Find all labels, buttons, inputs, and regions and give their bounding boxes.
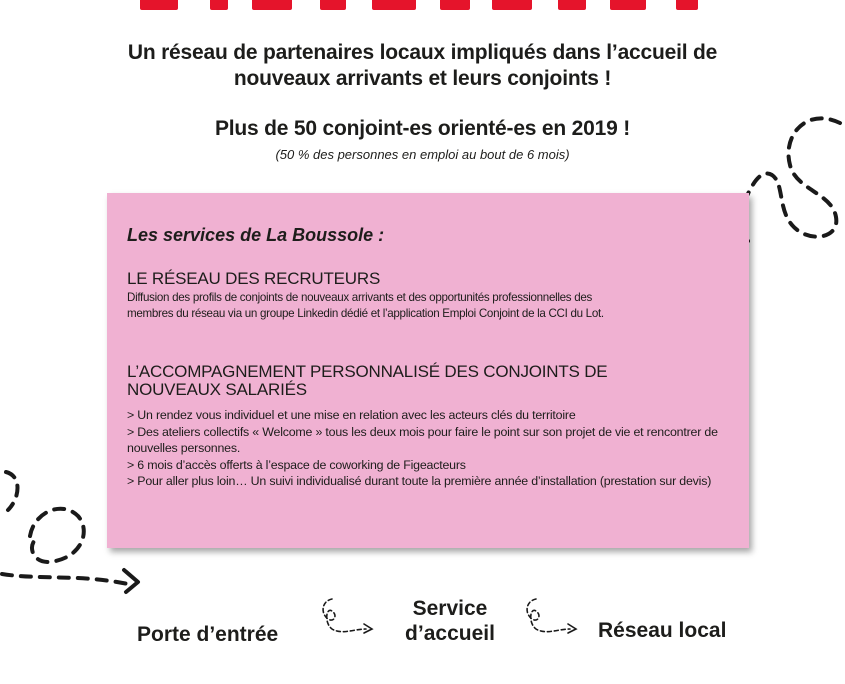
dashed-arrow-doodle-bottom-left [0, 462, 150, 594]
loop-arrow-icon [522, 595, 582, 637]
flow-step-service-line-2: d’accueil [405, 622, 495, 645]
list-item: > 6 mois d’accès offerts à l’espace de coworking de Figeacteurs [127, 457, 466, 472]
services-title: Les services de La Boussole : [127, 225, 385, 245]
flow-step-service [396, 596, 504, 646]
headline-line-2: nouveaux arrivants et leurs conjoints ! [233, 67, 612, 90]
list-item: > Pour aller plus loin… Un suivi individualisé durant toute la première année d’installation (prestation sur devis) [127, 474, 712, 488]
flow-step-entry: Porte d’entrée [137, 623, 279, 646]
stat-note: (50 % des personnes en emploi au bout de 6 mois) [275, 147, 570, 162]
recruiters-body-line-2: membres du réseau via un groupe Linkedin dédié et l’application Emploi Conjoint de la CCI du Lot. [127, 307, 604, 320]
recruiters-body-line-1: Diffusion des profils de conjoints de nouveaux arrivants et des opportunités professionnelles des [127, 291, 593, 304]
flow-step-service-line-1: Service [412, 597, 488, 620]
flow-step-local-network: Réseau local [598, 619, 727, 642]
headline-line-1: Un réseau de partenaires locaux impliqués dans l’accueil de [127, 41, 718, 64]
stat-main: Plus de 50 conjoint-es orienté-es en 2019 ! [214, 117, 631, 140]
cropped-title-graphic [140, 0, 720, 10]
headline [0, 40, 845, 92]
recruiters-network-title: LE RÉSEAU DES RECRUTEURS [127, 269, 381, 288]
services-card [107, 193, 749, 548]
personal-support-title-line-1: L’ACCOMPAGNEMENT PERSONNALISÉ DES CONJOINTS DE [127, 362, 608, 381]
personal-support-title-line-2: NOUVEAUX SALARIÉS [127, 380, 307, 399]
personal-support-list [127, 407, 739, 490]
loop-arrow-icon [318, 595, 378, 637]
list-item: > Un rendez vous individuel et une mise en relation avec les acteurs clés du territoire [127, 408, 576, 422]
list-item: > Des ateliers collectifs « Welcome » tous les deux mois pour faire le point sur son projet de vie et rencontrer de nouvelles personnes. [127, 424, 718, 455]
personal-support-title [127, 363, 742, 399]
recruiters-network-body [127, 290, 742, 322]
